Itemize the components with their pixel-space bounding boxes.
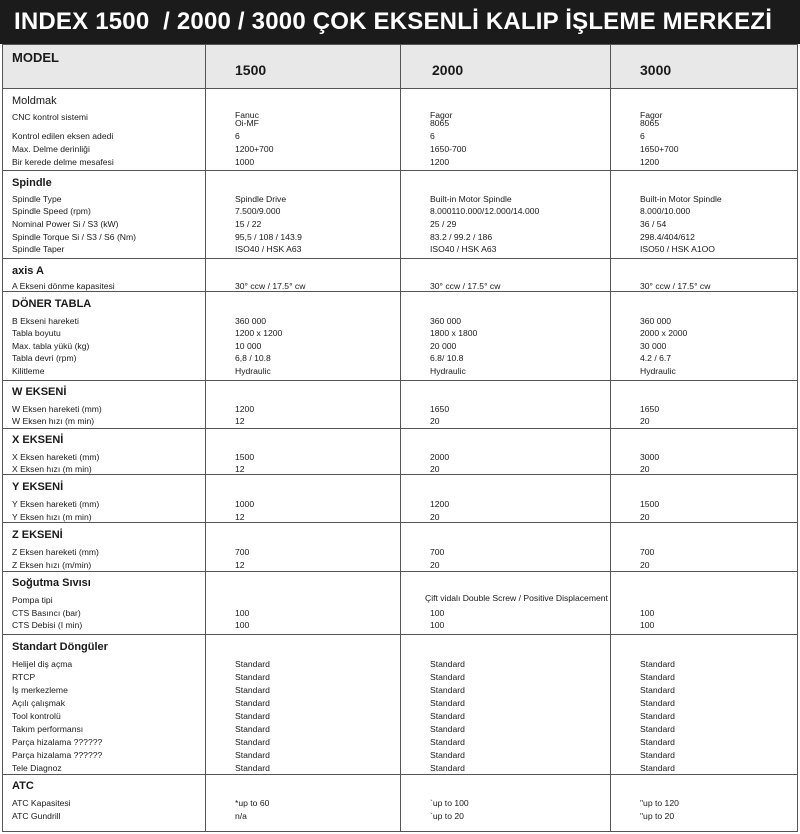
spec-value: 20 (640, 416, 650, 426)
spec-value: 10 000 (235, 341, 262, 351)
section-title: Soğutma Sıvısı (12, 577, 91, 589)
section-divider (2, 291, 798, 292)
spec-value: Standard (640, 737, 675, 747)
spec-value: Standard (640, 724, 675, 734)
spec-value: 6 (235, 131, 240, 141)
spec-value: Standard (235, 685, 270, 695)
section-title: Moldmak (12, 95, 57, 107)
spec-value: 95,5 / 108 / 143.9 (235, 232, 302, 242)
spec-value: 700 (235, 547, 250, 557)
row-label: CTS Basıncı (bar) (12, 608, 81, 618)
section-divider (2, 474, 798, 475)
spec-value: Standard (640, 672, 675, 682)
spec-value: 360 000 (235, 316, 267, 326)
spec-value: 1200 x 1200 (235, 328, 283, 338)
spec-value: 1200 (235, 404, 255, 414)
spec-value: 1800 x 1800 (430, 328, 478, 338)
column-divider (610, 44, 611, 832)
row-label: Y Eksen hızı (m min) (12, 512, 92, 522)
section-divider (2, 170, 798, 171)
row-label: X Eksen hareketi (mm) (12, 452, 100, 462)
row-label: Max. tabla yükü (kg) (12, 341, 90, 351)
spec-value: Standard (235, 711, 270, 721)
spec-value: ISO50 / HSK A1OO (640, 244, 715, 254)
spec-value: ISO40 / HSK A63 (430, 244, 497, 254)
spec-value: 12 (235, 416, 245, 426)
spec-value: 30° ccw / 17.5° cw (640, 281, 711, 291)
spec-value: 1650+700 (640, 144, 679, 154)
spec-value: 6,8 / 10.8 (235, 353, 271, 363)
spec-value: Standard (430, 737, 465, 747)
spec-value: 1000 (235, 499, 255, 509)
spec-value: 2000 x 2000 (640, 328, 688, 338)
row-label: Spindle Speed (rpm) (12, 206, 91, 216)
spec-value: 20 (430, 464, 440, 474)
section-divider (2, 634, 798, 635)
spec-value: 100 (640, 608, 655, 618)
row-label: Bir kerede delme mesafesi (12, 157, 114, 167)
spec-value: Standard (235, 750, 270, 760)
spec-value: *up to 60 (235, 798, 270, 808)
spec-value: Hydraulic (640, 366, 676, 376)
spec-value: 1650-700 (430, 144, 467, 154)
spec-value: Standard (235, 763, 270, 773)
spec-value: 1200 (430, 157, 450, 167)
row-label: W Eksen hızı (m min) (12, 416, 95, 426)
row-label: İş merkezleme (12, 685, 68, 695)
section-divider (2, 522, 798, 523)
spec-value: Standard (235, 659, 270, 669)
spec-value: Built-in Motor Spindle (430, 194, 512, 204)
spec-value: Fagor 8065 (430, 110, 453, 128)
section-title: X EKSENİ (12, 434, 64, 446)
spec-value: 360 000 (640, 316, 672, 326)
spec-value: 7.500/9.000 (235, 206, 281, 216)
section-title: ATC (12, 780, 34, 792)
section-divider (2, 428, 798, 429)
spec-value: 83.2 / 99.2 / 186 (430, 232, 493, 242)
spec-value: 36 / 54 (640, 219, 667, 229)
spec-value: Standard (430, 698, 465, 708)
row-label: CNC kontrol sistemi (12, 112, 88, 122)
spec-value: Spindle Drive (235, 194, 287, 204)
row-label: Parça hizalama ?????? (12, 737, 103, 747)
row-label: CTS Debisi (I min) (12, 620, 83, 630)
row-label: Spindle Type (12, 194, 62, 204)
spec-value: 20 (430, 416, 440, 426)
row-label: Spindle Torque Si / S3 / S6 (Nm) (12, 232, 137, 242)
row-label: Kilitleme (12, 366, 45, 376)
spec-value: 1000 (235, 157, 255, 167)
spec-value: 700 (430, 547, 445, 557)
row-label: W Eksen hareketi (mm) (12, 404, 102, 414)
spec-value: Standard (235, 672, 270, 682)
spec-value: 100 (235, 608, 250, 618)
row-label: Helijel diş açma (12, 659, 73, 669)
spec-value: 298.4/404/612 (640, 232, 695, 242)
spec-value: Çift vidalı Double Screw / Positive Displacement (425, 593, 608, 603)
spec-value: Standard (640, 711, 675, 721)
row-label: Y Eksen hareketi (mm) (12, 499, 100, 509)
spec-value: Standard (640, 659, 675, 669)
row-label: Tool kontrolü (12, 711, 61, 721)
spec-value: 20 (430, 512, 440, 522)
spec-value: 20 (640, 560, 650, 570)
spec-value: Standard (235, 698, 270, 708)
spec-value: 20 (430, 560, 440, 570)
spec-value: 1200 (640, 157, 660, 167)
row-label: A Ekseni dönme kapasitesi (12, 281, 115, 291)
spec-value: 4.2 / 6.7 (640, 353, 672, 363)
row-label: ATC Gundrill (12, 811, 61, 821)
spec-value: 30° ccw / 17.5° cw (235, 281, 306, 291)
row-label: Tabla boyutu (12, 328, 61, 338)
model-column-header: 3000 (640, 62, 672, 78)
spec-value: Standard (430, 750, 465, 760)
model-label: MODEL (12, 50, 59, 65)
spec-value: "up to 20 (640, 811, 675, 821)
spec-value: 30° ccw / 17.5° cw (430, 281, 501, 291)
spec-value: Built-in Motor Spindle (640, 194, 722, 204)
spec-value: 1500 (640, 499, 660, 509)
row-label: Nominal Power Si / S3 (kW) (12, 219, 119, 229)
row-label: Kontrol edilen eksen adedi (12, 131, 114, 141)
spec-value: Standard (640, 698, 675, 708)
row-label: Max. Delme derinliği (12, 144, 90, 154)
spec-value: 15 / 22 (235, 219, 262, 229)
section-title: DÖNER TABLA (12, 298, 92, 310)
section-title: W EKSENİ (12, 386, 67, 398)
section-divider (2, 774, 798, 775)
spec-value: Standard (430, 672, 465, 682)
spec-value: "up to 120 (640, 798, 679, 808)
row-label: Tele Diagnoz (12, 763, 62, 773)
model-column-header: 1500 (235, 62, 267, 78)
spec-value: 100 (640, 620, 655, 630)
spec-value: 2000 (430, 452, 450, 462)
spec-value: Standard (640, 685, 675, 695)
spec-value: Standard (430, 685, 465, 695)
spec-value: 3000 (640, 452, 660, 462)
spec-value: 700 (640, 547, 655, 557)
spec-value: Standard (430, 711, 465, 721)
row-label: X Eksen hızı (m min) (12, 464, 92, 474)
column-divider (205, 44, 206, 832)
spec-value: 1200+700 (235, 144, 274, 154)
spec-value: 100 (235, 620, 250, 630)
spec-value: Standard (640, 763, 675, 773)
spec-value: `up to 20 (430, 811, 464, 821)
spec-value: 100 (430, 620, 445, 630)
row-label: Pompa tipi (12, 595, 53, 605)
section-title: Y EKSENİ (12, 481, 64, 493)
spec-value: 1650 (430, 404, 450, 414)
section-divider (2, 258, 798, 259)
row-label: Parça hizalama ?????? (12, 750, 103, 760)
row-label: RTCP (12, 672, 36, 682)
spec-value: Standard (430, 763, 465, 773)
row-label: Açılı çalışmak (12, 698, 66, 708)
section-title: Spindle (12, 177, 52, 189)
model-column-header: 2000 (432, 62, 464, 78)
spec-value: 12 (235, 512, 245, 522)
row-label: Spindle Taper (12, 244, 65, 254)
spec-value: 100 (430, 608, 445, 618)
spec-value: Standard (235, 737, 270, 747)
spec-value: Fanuc Oi-MF (235, 110, 259, 128)
spec-value: 360 000 (430, 316, 462, 326)
section-divider (2, 88, 798, 89)
page-title: INDEX 1500 / 2000 / 3000 ÇOK EKSENLİ KALIP İŞLEME MERKEZİ (0, 0, 800, 44)
row-label: B Ekseni hareketi (12, 316, 79, 326)
column-divider (400, 44, 401, 832)
spec-value: 20 000 (430, 341, 457, 351)
spec-value: 1500 (235, 452, 255, 462)
spec-value: Hydraulic (430, 366, 466, 376)
spec-value: Fagor 8065 (640, 110, 663, 128)
spec-value: 25 / 29 (430, 219, 457, 229)
spec-value: 12 (235, 464, 245, 474)
section-title: Z EKSENİ (12, 529, 63, 541)
section-title: Standart Döngüler (12, 641, 108, 653)
spec-value: 30 000 (640, 341, 667, 351)
spec-value: 6.8/ 10.8 (430, 353, 464, 363)
spec-value: 1200 (430, 499, 450, 509)
spec-value: 20 (640, 512, 650, 522)
spec-value: `up to 100 (430, 798, 469, 808)
spec-value: Standard (430, 724, 465, 734)
spec-value: 6 (430, 131, 435, 141)
section-divider (2, 571, 798, 572)
row-label: Tabla devri (rpm) (12, 353, 77, 363)
spec-value: 6 (640, 131, 645, 141)
spec-value: Standard (640, 750, 675, 760)
spec-value: Standard (430, 659, 465, 669)
row-label: Z Eksen hızı (m/min) (12, 560, 92, 570)
spec-value: Hydraulic (235, 366, 271, 376)
section-divider (2, 380, 798, 381)
row-label: Z Eksen hareketi (mm) (12, 547, 99, 557)
row-label: Takım performansı (12, 724, 84, 734)
spec-value: Standard (235, 724, 270, 734)
spec-value: 12 (235, 560, 245, 570)
spec-value: n/a (235, 811, 247, 821)
section-title: axis A (12, 265, 45, 277)
spec-value: ISO40 / HSK A63 (235, 244, 302, 254)
row-label: ATC Kapasitesi (12, 798, 71, 808)
spec-value: 1650 (640, 404, 660, 414)
spec-value: 20 (640, 464, 650, 474)
spec-value: 8.000/10.000 (640, 206, 691, 216)
spec-value: 8.000110.000/12.000/14.000 (430, 206, 540, 216)
